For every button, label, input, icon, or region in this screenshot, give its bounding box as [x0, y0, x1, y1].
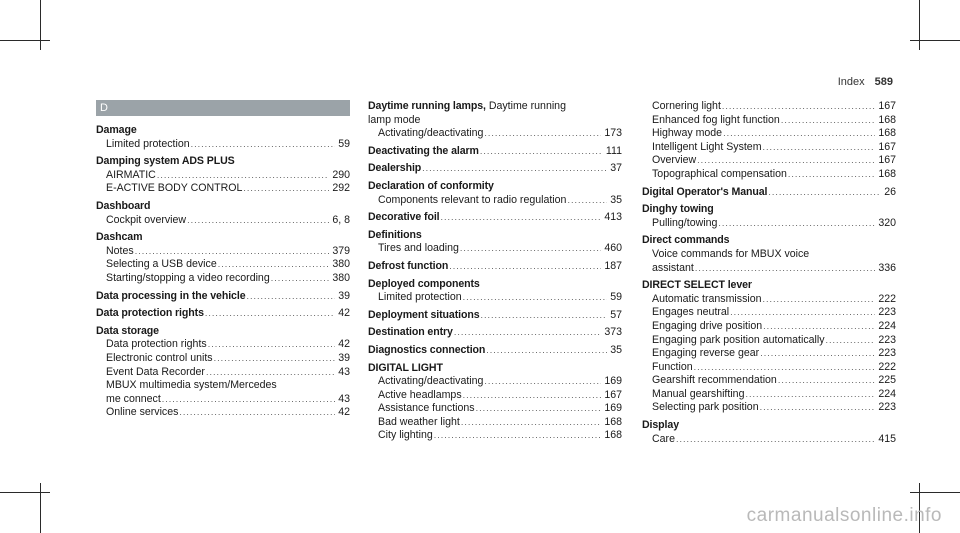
- dot-leader: [567, 194, 607, 208]
- page-ref: 26: [884, 185, 896, 198]
- subentry-text: Highway mode: [652, 127, 723, 140]
- index-entry: [368, 229, 622, 256]
- subentry-text: Engaging drive position: [652, 319, 763, 332]
- dot-leader: [484, 375, 601, 389]
- page-ref: 173: [604, 127, 622, 140]
- index-subentry: [96, 182, 350, 196]
- subentry-text: me connect: [106, 392, 161, 405]
- page-ref: 222: [878, 360, 896, 373]
- page-ref: 111: [605, 144, 622, 157]
- dot-leader: [434, 429, 602, 443]
- page-ref: 39: [338, 351, 350, 364]
- index-entry: [368, 362, 622, 444]
- index-entry: [96, 290, 350, 304]
- dot-leader: [484, 127, 601, 141]
- subentry-text: Cornering light: [652, 100, 721, 112]
- entry-title: Daytime running lamps,: [368, 100, 486, 112]
- entry-heading: [368, 229, 622, 243]
- dot-leader: [218, 258, 330, 272]
- page-ref: 35: [610, 343, 622, 356]
- dot-leader: [205, 307, 335, 321]
- index-subentry: [368, 402, 622, 416]
- dot-leader: [214, 352, 335, 366]
- entry-heading: [368, 100, 622, 114]
- subentry-text: Bad weather light: [378, 415, 460, 428]
- subentry-text: Selecting park position: [652, 401, 759, 414]
- dot-leader: [162, 393, 335, 407]
- dot-leader: [476, 402, 602, 416]
- dot-leader: [206, 366, 335, 380]
- dot-leader: [763, 293, 876, 307]
- index-subentry: [368, 127, 622, 141]
- index-subentry: [642, 306, 896, 320]
- dot-leader: [788, 168, 875, 182]
- section-letter: D: [96, 100, 350, 116]
- page-ref: 223: [878, 333, 896, 346]
- entry-title: DIRECT SELECT lever: [642, 279, 752, 292]
- dot-leader: [460, 242, 601, 256]
- header-section: Index: [837, 76, 865, 88]
- page-ref: 223: [878, 347, 896, 360]
- dot-leader: [778, 374, 875, 388]
- index-entry: [96, 200, 350, 227]
- index-entry: [96, 325, 350, 420]
- page-ref: 373: [604, 326, 622, 339]
- subentry-text: Topographical compensation: [652, 167, 787, 180]
- subentry-text: Pulling/towing: [652, 216, 718, 229]
- page-ref: 57: [610, 308, 622, 321]
- index-subentry: [368, 291, 622, 305]
- subentry-text: MBUX multimedia system/Mercedes: [106, 379, 277, 392]
- subentry-text: Automatic transmission: [652, 292, 762, 305]
- crop-mark: [919, 0, 920, 50]
- index-subentry: [642, 334, 896, 348]
- dot-leader: [695, 262, 876, 276]
- page-ref: 380: [332, 258, 350, 271]
- page-ref: 167: [604, 388, 622, 401]
- page-ref: 167: [878, 154, 896, 167]
- subentry-text: Voice commands for MBUX voice: [652, 247, 810, 260]
- dot-leader: [730, 306, 875, 320]
- index-subentry: [96, 338, 350, 352]
- entry-title: Declaration of conformity: [368, 179, 494, 192]
- page-ref: 59: [610, 291, 622, 304]
- page-ref: 168: [878, 113, 896, 126]
- index-subentry: [642, 374, 896, 388]
- page-ref: 225: [878, 374, 896, 387]
- dot-leader: [481, 309, 607, 323]
- page-ref: 167: [878, 100, 896, 112]
- entry-heading: [642, 279, 896, 293]
- index-subentry: [96, 406, 350, 420]
- entry-title: Definitions: [368, 228, 422, 241]
- index-subentry: [96, 366, 350, 380]
- subentry-text: Active headlamps: [378, 388, 462, 401]
- index-subentry: [642, 293, 896, 307]
- page-ref: 42: [338, 406, 350, 419]
- page-ref: 460: [604, 242, 622, 255]
- index-subentry: [96, 214, 350, 228]
- subentry-text: Care: [652, 432, 675, 445]
- page-ref: 169: [604, 375, 622, 388]
- page-ref: 320: [878, 216, 896, 229]
- index-column-2: [368, 100, 622, 447]
- subentry-text: Starting/stopping a video recording: [106, 271, 270, 284]
- entry-title: Destination entry: [368, 326, 453, 339]
- entry-title: Damping system ADS PLUS: [96, 155, 235, 168]
- entry-title: Dashcam: [96, 231, 143, 244]
- page-ref: 37: [610, 162, 622, 175]
- index-subentry: [642, 168, 896, 182]
- index-subentry: [368, 429, 622, 443]
- page-ref: 187: [604, 259, 622, 272]
- index-subentry: [96, 169, 350, 183]
- index-entry: [642, 203, 896, 230]
- index-entry: [96, 155, 350, 196]
- entry-heading: [642, 203, 896, 217]
- dot-leader: [461, 416, 601, 430]
- subentry-text: Notes: [106, 244, 134, 257]
- subentry-text: AIRMATIC: [106, 168, 156, 181]
- dot-leader: [449, 260, 601, 274]
- watermark: carmanualsonline.info: [746, 505, 942, 526]
- index-subentry: [642, 361, 896, 375]
- dot-leader: [441, 211, 602, 225]
- entry-title: Dashboard: [96, 199, 151, 212]
- subentry-text: Limited protection: [378, 291, 462, 304]
- subentry-text: Engaging reverse gear: [652, 347, 760, 360]
- page-ref: 224: [878, 387, 896, 400]
- subentry-text: Assistance functions: [378, 402, 475, 415]
- page-header: [838, 76, 893, 88]
- dot-leader: [463, 291, 607, 305]
- dot-leader: [722, 100, 875, 114]
- subentry-text: Activating/deactivating: [378, 375, 484, 388]
- entry-title: Digital Operator's Manual: [642, 185, 768, 198]
- dot-leader: [694, 361, 876, 375]
- index-subentry: [642, 217, 896, 231]
- subentry-text: Tires and loading: [378, 242, 459, 255]
- dot-leader: [486, 344, 607, 358]
- entry-title: Deployed components: [368, 277, 480, 290]
- page-ref: 223: [878, 401, 896, 414]
- page-ref: 168: [878, 127, 896, 140]
- dot-leader: [718, 217, 875, 231]
- page-ref: 42: [338, 338, 350, 351]
- dot-leader: [243, 182, 329, 196]
- index-subentry: [642, 100, 896, 114]
- dot-leader: [760, 347, 875, 361]
- index-subentry: [96, 272, 350, 286]
- entry-title: Deployment situations: [368, 308, 480, 321]
- index-subentry: [96, 258, 350, 272]
- index-entry: [368, 100, 622, 141]
- entry-heading: [642, 419, 896, 433]
- dot-leader: [179, 406, 335, 420]
- index-subentry: [642, 433, 896, 447]
- page-ref: 223: [878, 306, 896, 319]
- index-entry: [368, 211, 622, 225]
- entry-heading: [96, 200, 350, 214]
- page-ref: 43: [338, 365, 350, 378]
- index-subentry: [96, 352, 350, 366]
- index-entry-row: [368, 326, 622, 340]
- dot-leader: [697, 154, 875, 168]
- index-entry-row: [368, 309, 622, 323]
- index-entry: [368, 344, 622, 358]
- page-ref: 379: [332, 244, 350, 257]
- page-ref: 224: [878, 319, 896, 332]
- index-subentry: [368, 389, 622, 403]
- index-entry: [642, 234, 896, 275]
- subentry-text: Components relevant to radio regulation: [378, 193, 567, 206]
- index-entry: [368, 260, 622, 274]
- entry-heading: [642, 234, 896, 248]
- entry-title: DIGITAL LIGHT: [368, 361, 443, 374]
- page-ref: 290: [332, 168, 350, 181]
- subentry-text: Event Data Recorder: [106, 365, 205, 378]
- entry-title: Defrost function: [368, 259, 449, 272]
- page-ref: 336: [878, 261, 896, 274]
- entry-heading: [96, 155, 350, 169]
- subentry-text: Cockpit overview: [106, 213, 187, 226]
- entry-title: Diagnostics connection: [368, 343, 486, 356]
- index-entry: [642, 186, 896, 200]
- index-entry-row: [368, 211, 622, 225]
- page-ref: 415: [878, 432, 896, 445]
- entry-title: Direct commands: [642, 234, 730, 247]
- dot-leader: [454, 326, 601, 340]
- index-subentry: [368, 375, 622, 389]
- dot-leader: [135, 245, 330, 259]
- crop-mark: [0, 40, 50, 41]
- crop-mark: [40, 483, 41, 533]
- dot-leader: [422, 162, 607, 176]
- entry-title: Data protection rights: [96, 307, 204, 320]
- index-entry-row: [368, 260, 622, 274]
- subentry-text: Selecting a USB device: [106, 258, 217, 271]
- index-column-3: [642, 100, 896, 450]
- entry-title: Damage: [96, 124, 137, 136]
- index-entry: [96, 124, 350, 151]
- subentry-text: Manual gearshifting: [652, 387, 745, 400]
- page-ref: 169: [604, 402, 622, 415]
- subentry-text: Data protection rights: [106, 338, 207, 351]
- dot-leader: [157, 169, 329, 183]
- index-column-1: [96, 100, 350, 424]
- dot-leader: [763, 141, 876, 155]
- dot-leader: [191, 138, 335, 152]
- entry-title: Data processing in the vehicle: [96, 289, 246, 302]
- page-ref: 413: [604, 211, 622, 224]
- page-ref: 380: [332, 271, 350, 284]
- page-ref: 42: [338, 307, 350, 320]
- page-ref: 43: [338, 392, 350, 405]
- page-ref: 6, 8: [332, 213, 350, 226]
- index-entry: [368, 309, 622, 323]
- subentry-text: Activating/deactivating: [378, 127, 484, 140]
- subentry-text: Online services: [106, 406, 179, 419]
- index-entry: [96, 231, 350, 285]
- dot-leader: [760, 401, 876, 415]
- index-entry-row: [368, 344, 622, 358]
- page-ref: 168: [604, 429, 622, 442]
- entry-title: Decorative foil: [368, 211, 440, 224]
- index-entry-row: [96, 290, 350, 304]
- dot-leader: [271, 272, 330, 286]
- index-subentry: [642, 388, 896, 402]
- dot-leader: [763, 320, 875, 334]
- dot-leader: [187, 214, 329, 228]
- crop-mark: [910, 40, 960, 41]
- index-entry-row: [368, 145, 622, 159]
- index-subentry: [368, 194, 622, 208]
- dot-leader: [745, 388, 875, 402]
- crop-mark: [0, 492, 50, 493]
- page-number: 589: [874, 76, 893, 88]
- subentry-text: Gearshift recommendation: [652, 374, 777, 387]
- index-entry: [96, 307, 350, 321]
- subentry-text: Engaging park position automatically: [652, 333, 825, 346]
- dot-leader: [463, 389, 602, 403]
- page-ref: 168: [604, 415, 622, 428]
- subentry-text: City lighting: [378, 429, 433, 442]
- dot-leader: [480, 145, 603, 159]
- index-entry-row: [368, 162, 622, 176]
- entry-heading: [368, 180, 622, 194]
- subentry-text: Overview: [652, 154, 697, 167]
- entry-title: Deactivating the alarm: [368, 144, 479, 157]
- index-entry: [642, 100, 896, 182]
- dot-leader: [208, 338, 335, 352]
- index-entry: [368, 145, 622, 159]
- index-subentry: [642, 347, 896, 361]
- subentry-text: Engages neutral: [652, 306, 730, 319]
- subentry-text: Electronic control units: [106, 351, 213, 364]
- dot-leader: [723, 127, 875, 141]
- entry-title: Dealership: [368, 162, 422, 175]
- entry-title-tail: Daytime running: [485, 100, 566, 112]
- index-entry: [642, 279, 896, 415]
- dot-leader: [826, 334, 876, 348]
- index-subentry: [642, 320, 896, 334]
- entry-heading: [368, 278, 622, 292]
- index-subentry: [368, 242, 622, 256]
- index-entry: [642, 419, 896, 446]
- dot-leader: [676, 433, 875, 447]
- dot-leader: [768, 186, 881, 200]
- entry-heading: [96, 231, 350, 245]
- page-ref: 167: [878, 140, 896, 153]
- index-entry-row: [96, 307, 350, 321]
- index-entry: [368, 180, 622, 207]
- crop-mark: [40, 0, 41, 50]
- index-entry-row: [642, 186, 896, 200]
- index-subentry: [96, 138, 350, 152]
- index-subentry: [642, 114, 896, 128]
- entry-heading: [96, 124, 350, 138]
- crop-mark: [910, 492, 960, 493]
- index-subentry: [368, 416, 622, 430]
- page-ref: 35: [610, 193, 622, 206]
- index-subentry: [642, 141, 896, 155]
- entry-continuation: lamp mode: [368, 113, 421, 126]
- dot-leader: [781, 114, 876, 128]
- page-ref: 168: [878, 167, 896, 180]
- page-ref: 59: [338, 137, 350, 150]
- subentry-text: assistant: [652, 261, 694, 274]
- subentry-text: Enhanced fog light function: [652, 113, 780, 126]
- entry-heading: [368, 362, 622, 376]
- dot-leader: [246, 290, 335, 304]
- entry-title: Data storage: [96, 324, 159, 337]
- page-ref: 292: [332, 182, 350, 195]
- entry-title: Dinghy towing: [642, 203, 714, 216]
- index-subentry: [642, 154, 896, 168]
- entry-title: Display: [642, 419, 679, 432]
- index-subentry: [642, 262, 896, 276]
- index-entry: [368, 162, 622, 176]
- index-entry: [368, 326, 622, 340]
- index-subentry: [96, 393, 350, 407]
- entry-heading: [96, 325, 350, 339]
- subentry-text: Intelligent Light System: [652, 140, 762, 153]
- index-subentry: [642, 127, 896, 141]
- page-ref: 222: [878, 292, 896, 305]
- index-subentry: [96, 245, 350, 259]
- subentry-text: Limited protection: [106, 137, 190, 150]
- page-ref: 39: [338, 289, 350, 302]
- index-entry: [368, 278, 622, 305]
- subentry-text: Function: [652, 360, 693, 373]
- subentry-text: E-ACTIVE BODY CONTROL: [106, 182, 243, 195]
- index-subentry: [642, 401, 896, 415]
